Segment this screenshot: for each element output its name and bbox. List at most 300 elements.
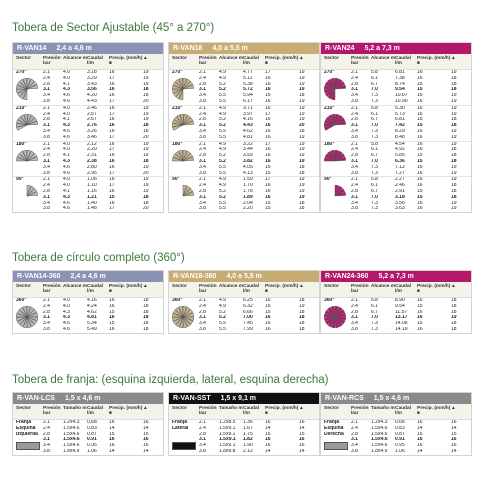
table-cell: 20 — [143, 134, 149, 140]
table-cell: 14 — [265, 425, 271, 431]
group-label: Esquina — [16, 425, 36, 431]
column-headers — [321, 404, 471, 420]
table-cell: 5.5 — [219, 93, 226, 99]
table-cell: 17 — [109, 111, 115, 117]
column-header: Precip. (mm/h) ■ — [417, 56, 451, 66]
model-name: R-VAN-LCS — [17, 395, 55, 402]
table-cell: 18 — [451, 117, 457, 123]
group-label: Izquierda — [16, 431, 38, 437]
table-cell: 2.4 — [43, 111, 50, 117]
column-header: Precip. (mm/h) ■ — [265, 406, 299, 416]
table-cell: 19 — [143, 183, 149, 189]
table-cell: 3.1 — [43, 315, 50, 321]
table-cell: 16 — [109, 164, 115, 170]
column-header: Caudal l/m — [243, 284, 259, 294]
column-header: Tamaño m — [63, 406, 87, 411]
column-header: Caudal l/m — [243, 406, 259, 416]
table-header — [321, 43, 471, 54]
table-cell: 19 — [299, 87, 305, 93]
column-headers — [13, 54, 163, 70]
table-cell: 16 — [299, 437, 305, 443]
nozzle-table — [320, 270, 472, 334]
column-header: Precip. (mm/h) ■ — [417, 284, 451, 294]
table-cell: 15 — [265, 206, 271, 212]
table-cell: 3.4 — [199, 443, 206, 449]
table-cell: 2.1 — [351, 420, 358, 425]
table-cell: 2.27 — [395, 177, 405, 183]
table-cell: 3.56 — [87, 87, 97, 93]
table-cell: 7.0 — [371, 194, 378, 200]
table-cell: 3.4 — [43, 128, 50, 134]
table-cell: 2.8 — [43, 309, 50, 315]
table-cell: 2.8 — [199, 81, 206, 87]
table-cell: 19 — [299, 105, 305, 111]
table-cell: 2.8 — [199, 117, 206, 123]
table-cell: 5.5 — [219, 164, 226, 170]
table-cell: 7.12 — [395, 164, 405, 170]
table-cell: 4.9 — [219, 303, 226, 309]
table-cell: 16 — [417, 437, 423, 443]
column-headers — [169, 282, 319, 298]
table-cell: 16 — [143, 420, 149, 425]
table-cell: 3.8 — [351, 98, 358, 104]
table-cell: 5.5 — [219, 170, 226, 176]
table-cell: 19 — [299, 194, 305, 200]
table-cell: 2.4 — [351, 111, 358, 117]
table-cell: 1.5x4.6 — [63, 443, 80, 449]
table-cell: 16 — [109, 81, 115, 87]
table-cell: 18 — [143, 309, 149, 315]
table-cell: 10.90 — [395, 98, 408, 104]
group-label: Lateral — [172, 425, 189, 431]
table-cell: 16 — [265, 194, 271, 200]
table-cell: 6.25 — [243, 298, 253, 303]
table-cell: 5.8 — [371, 105, 378, 111]
column-header: Alcance m — [63, 56, 87, 61]
table-cell: 4.3 — [63, 123, 70, 129]
table-cell: 3.82 — [243, 158, 253, 164]
table-cell: 3.1 — [351, 437, 358, 443]
table-cell: 3.29 — [87, 75, 97, 81]
table-cell: 16 — [417, 326, 423, 332]
nozzle-spray-icon — [15, 305, 39, 334]
row-group — [13, 70, 163, 105]
table-cell: 5.5 — [219, 200, 226, 206]
table-cell: 6.81 — [395, 117, 405, 123]
table-cell: 0.83 — [87, 425, 97, 431]
column-header: Sector — [172, 406, 187, 411]
nozzle-spray-icon — [171, 149, 195, 178]
table-cell: 3.63 — [395, 206, 405, 212]
model-range: 4,0 a 5,5 m — [212, 45, 248, 52]
table-cell: 16 — [451, 437, 457, 443]
table-cell: 3.43 — [87, 81, 97, 87]
column-header: Precip. (mm/h) ■ — [265, 284, 299, 294]
table-cell: 18 — [299, 170, 305, 176]
table-cell: 16 — [109, 158, 115, 164]
table-cell: 18 — [299, 93, 305, 99]
table-cell: 16 — [265, 315, 271, 321]
table-cell: 1.16 — [87, 188, 97, 194]
table-cell: 4.6 — [63, 164, 70, 170]
table-cell: 18 — [143, 315, 149, 321]
table-cell: 1.78 — [243, 188, 253, 194]
table-cell: 16 — [417, 164, 423, 170]
table-cell: 3.97 — [243, 111, 253, 117]
table-cell: 6.7 — [371, 153, 378, 159]
model-name: R-VAN14-360 — [17, 273, 61, 280]
table-cell: 16 — [417, 128, 423, 134]
table-cell: 3.8 — [199, 134, 206, 140]
table-cell: 19 — [143, 105, 149, 111]
table-cell: 3.26 — [87, 128, 97, 134]
table-cell: 6.81 — [395, 70, 405, 75]
table-cell: 4.6 — [63, 170, 70, 176]
table-cell: 19 — [299, 141, 305, 147]
table-cell: 5.30 — [395, 105, 405, 111]
group-label: 180° — [172, 141, 183, 147]
table-cell: 16 — [417, 177, 423, 183]
table-cell: 4.0 — [63, 298, 70, 303]
table-cell: 2.8 — [199, 431, 206, 437]
table-cell: 7.3 — [371, 93, 378, 99]
model-name: R-VAN24 — [325, 45, 355, 52]
table-cell: 4.9 — [219, 75, 226, 81]
column-header: Precip. (mm/h) ■ — [265, 56, 299, 66]
table-cell: 16 — [417, 309, 423, 315]
table-cell: 4.92 — [395, 147, 405, 153]
table-cell: 19 — [143, 153, 149, 159]
table-cell: 8.29 — [395, 128, 405, 134]
column-header: Presión bar — [43, 56, 61, 66]
table-cell: 3.18 — [87, 70, 97, 75]
table-cell: 18 — [299, 321, 305, 327]
nozzle-table — [320, 42, 472, 213]
table-cell: 19 — [143, 70, 149, 75]
table-header — [13, 271, 163, 282]
table-cell: 2.4 — [199, 425, 206, 431]
table-cell: 4.62 — [243, 128, 253, 134]
table-cell: 19 — [143, 147, 149, 153]
table-cell: 15 — [109, 321, 115, 327]
table-cell: 3.4 — [43, 200, 50, 206]
table-cell: 5.2 — [219, 188, 226, 194]
table-cell: 11.57 — [395, 309, 408, 315]
table-cell: 2.91 — [395, 188, 405, 194]
table-cell: 3.4 — [351, 93, 358, 99]
table-cell: 19 — [299, 153, 305, 159]
table-cell: 18 — [143, 200, 149, 206]
table-cell: 3.1 — [351, 123, 358, 129]
table-cell: 16 — [265, 321, 271, 327]
table-cell: 4.62 — [87, 309, 97, 315]
table-cell: 5.5 — [219, 134, 226, 140]
table-cell: 6.66 — [243, 309, 253, 315]
table-cell: 19 — [299, 134, 305, 140]
table-cell: 0.91 — [87, 437, 97, 443]
table-cell: 19 — [299, 117, 305, 123]
nozzle-spray-icon — [15, 184, 39, 213]
table-cell: 16 — [417, 111, 423, 117]
table-cell: 5.2 — [219, 309, 226, 315]
table-cell: 3.22 — [243, 141, 253, 147]
table-cell: 16 — [417, 315, 423, 321]
table-cell: 5.8 — [371, 141, 378, 147]
model-range: 2,4 a 4,6 m — [56, 45, 92, 52]
column-header: Presión bar — [199, 284, 217, 294]
table-cell: 2.04 — [243, 200, 253, 206]
table-cell: 18 — [143, 123, 149, 129]
table-cell: 2.4 — [351, 147, 358, 153]
table-cell: 18 — [299, 298, 305, 303]
table-cell: 15 — [265, 170, 271, 176]
table-cell: 16 — [417, 75, 423, 81]
table-cell: 7.3 — [371, 200, 378, 206]
table-cell: 16 — [265, 420, 271, 425]
column-header: Alcance m — [219, 56, 243, 61]
group-label: 360° — [16, 298, 27, 303]
table-cell: 4.05 — [243, 164, 253, 170]
table-cell: 4.0 — [63, 75, 70, 81]
table-cell: 15 — [417, 117, 423, 123]
table-cell: 2.8 — [199, 188, 206, 194]
table-cell: 5.5 — [219, 326, 226, 332]
table-cell: 16 — [143, 437, 149, 443]
column-header: Precip. (mm/h) ■ — [109, 56, 143, 66]
group-label: 270° — [324, 70, 335, 75]
table-cell: 15 — [109, 309, 115, 315]
table-header — [169, 393, 319, 404]
model-name: R-VAN18 — [173, 45, 203, 52]
table-cell: 7.42 — [395, 123, 405, 129]
row-group — [321, 70, 471, 105]
table-cell: 16 — [109, 141, 115, 147]
table-cell: 19 — [299, 111, 305, 117]
table-cell: 2.4 — [43, 303, 50, 309]
column-header: ▲ — [299, 56, 304, 61]
table-cell: 7.0 — [371, 158, 378, 164]
column-header: Presión bar — [351, 406, 369, 416]
table-cell: 16 — [265, 105, 271, 111]
table-cell: 4.9 — [219, 147, 226, 153]
model-range: 1,5 x 4,6 m — [64, 395, 101, 402]
table-cell: 6.1 — [371, 303, 378, 309]
table-cell: 15 — [265, 309, 271, 315]
nozzle-spray-icon — [171, 113, 195, 142]
table-cell: 16 — [417, 206, 423, 212]
table-cell: 6.36 — [395, 158, 405, 164]
column-headers — [321, 282, 471, 298]
table-cell: 5.2 — [219, 194, 226, 200]
table-cell: 5.34 — [87, 321, 97, 327]
table-cell: 16 — [265, 443, 271, 449]
table-cell: 3.8 — [351, 326, 358, 332]
table-cell: 1.5x9.1 — [219, 437, 236, 443]
column-header: Sector — [324, 284, 339, 289]
table-cell: 15 — [143, 431, 149, 437]
table-cell: 2.4 — [199, 75, 206, 81]
table-cell: 4.0 — [63, 70, 70, 75]
table-cell: 2.8 — [43, 81, 50, 87]
table-cell: 16 — [265, 123, 271, 129]
table-cell: 2.4 — [351, 303, 358, 309]
table-cell: 14 — [109, 448, 115, 454]
table-cell: 1.70 — [243, 183, 253, 189]
group-label: Franja — [172, 420, 188, 425]
table-cell: 18 — [451, 183, 457, 189]
table-cell: 1.67 — [243, 425, 253, 431]
table-cell: 4.0 — [63, 105, 70, 111]
table-cell: 4.9 — [219, 177, 226, 183]
table-cell: 4.9 — [219, 70, 226, 75]
table-cell: 16 — [417, 141, 423, 147]
column-header: ▲ — [451, 284, 456, 289]
table-cell: 5.85 — [395, 153, 405, 159]
table-cell: 2.8 — [351, 81, 358, 87]
table-cell: 16 — [265, 158, 271, 164]
table-cell: 2.12 — [87, 141, 97, 147]
model-name: R-VAN-SST — [173, 395, 211, 402]
table-cell: 0.95 — [87, 443, 97, 449]
table-cell: 15 — [265, 164, 271, 170]
model-name: R-VAN14 — [17, 45, 47, 52]
nozzle-table — [168, 392, 320, 456]
row-group — [169, 106, 319, 141]
table-cell: 19 — [299, 158, 305, 164]
table-cell: 4.6 — [63, 98, 70, 104]
table-cell: 3.8 — [43, 170, 50, 176]
table-cell: 7.3 — [371, 170, 378, 176]
table-cell: 3.4 — [199, 200, 206, 206]
table-cell: 3.8 — [199, 448, 206, 454]
table-cell: 1.5x9.1 — [219, 443, 236, 449]
column-header: Sector — [16, 406, 31, 411]
table-cell: 2.4 — [199, 183, 206, 189]
table-cell: 4.43 — [243, 123, 253, 129]
table-cell: 3.1 — [351, 158, 358, 164]
table-cell: 4.0 — [63, 177, 70, 183]
table-cell: 3.8 — [43, 134, 50, 140]
table-cell: 3.1 — [43, 437, 50, 443]
table-cell: 2.95 — [87, 170, 97, 176]
model-range: 5,2 a 7,3 m — [378, 273, 414, 280]
table-cell: 3.8 — [351, 206, 358, 212]
table-cell: 17 — [109, 147, 115, 153]
table-cell: 15 — [109, 431, 115, 437]
table-cell: 17 — [109, 183, 115, 189]
table-cell: 18 — [143, 326, 149, 332]
table-cell: 4.9 — [219, 141, 226, 147]
table-cell: 1.82 — [243, 437, 253, 443]
table-cell: 16 — [299, 443, 305, 449]
table-cell: 5.5 — [219, 98, 226, 104]
table-cell: 6.7 — [371, 117, 378, 123]
table-cell: 5.38 — [243, 81, 253, 87]
table-cell: 16 — [109, 153, 115, 159]
nozzle-spray-icon — [171, 305, 195, 334]
table-cell: 16 — [417, 93, 423, 99]
table-cell: 18 — [451, 87, 457, 93]
table-cell: 4.9 — [219, 183, 226, 189]
table-cell: 19 — [451, 70, 457, 75]
table-cell: 16 — [417, 98, 423, 104]
table-cell: 15 — [417, 87, 423, 93]
table-cell: 3.4 — [43, 164, 50, 170]
table-cell: 19 — [451, 134, 457, 140]
table-cell: 15 — [265, 93, 271, 99]
group-label: 90° — [324, 177, 332, 183]
column-header: Presión bar — [351, 284, 369, 294]
table-cell: 18 — [299, 164, 305, 170]
table-cell: 4.81 — [243, 134, 253, 140]
table-cell: 0.83 — [395, 425, 405, 431]
nozzle-table — [168, 42, 320, 213]
table-cell: 19 — [143, 81, 149, 87]
table-cell: 3.71 — [243, 105, 253, 111]
table-cell: 6.1 — [371, 75, 378, 81]
table-cell: 2.76 — [87, 123, 97, 129]
table-cell: 6.17 — [243, 98, 253, 104]
table-cell: 8.90 — [395, 298, 405, 303]
table-cell: 16 — [265, 298, 271, 303]
table-cell: 19 — [451, 315, 457, 321]
table-cell: 3.4 — [199, 321, 206, 327]
table-cell: 6.7 — [371, 81, 378, 87]
table-cell: 1.48 — [87, 206, 97, 212]
table-cell: 16 — [265, 437, 271, 443]
table-cell: 1.21 — [87, 194, 97, 200]
table-cell: 19 — [451, 111, 457, 117]
table-cell: 3.8 — [43, 98, 50, 104]
column-header: ▲ — [299, 406, 304, 411]
table-cell: 18 — [299, 206, 305, 212]
table-cell: 7.0 — [371, 87, 378, 93]
table-cell: 1.75 — [243, 431, 253, 437]
table-cell: 18 — [299, 128, 305, 134]
table-cell: 2.4 — [351, 425, 358, 431]
group-label: Esquina — [324, 425, 344, 431]
table-cell: 2.1 — [43, 420, 50, 425]
table-cell: 2.1 — [199, 105, 206, 111]
group-label: 360° — [324, 298, 335, 303]
table-cell: 14 — [299, 448, 305, 454]
table-cell: 1.5x4.6 — [371, 437, 388, 443]
model-name: R-VAN-RCS — [325, 395, 364, 402]
table-cell: 1.36 — [243, 420, 253, 425]
table-cell: 5.73 — [395, 111, 405, 117]
table-cell: 3.8 — [199, 98, 206, 104]
table-cell: 4.9 — [219, 111, 226, 117]
table-cell: 3.1 — [43, 158, 50, 164]
column-header: Presión bar — [43, 406, 61, 416]
table-cell: 1.5x4.6 — [63, 437, 80, 443]
group-label: 360° — [172, 298, 183, 303]
column-headers — [169, 404, 319, 420]
table-cell: 15 — [417, 303, 423, 309]
table-cell: 14.06 — [395, 321, 408, 327]
row-group — [321, 106, 471, 141]
table-cell: 5.5 — [219, 321, 226, 327]
table-cell: 2.20 — [87, 147, 97, 153]
row-group — [13, 106, 163, 141]
table-cell: 2.4 — [43, 183, 50, 189]
table-cell: 2.80 — [87, 164, 97, 170]
table-cell: 14 — [451, 425, 457, 431]
table-cell: 1.06 — [87, 448, 97, 454]
table-cell: 16 — [109, 443, 115, 449]
table-cell: 16 — [109, 105, 115, 111]
table-cell: 1.5x4.6 — [371, 425, 388, 431]
